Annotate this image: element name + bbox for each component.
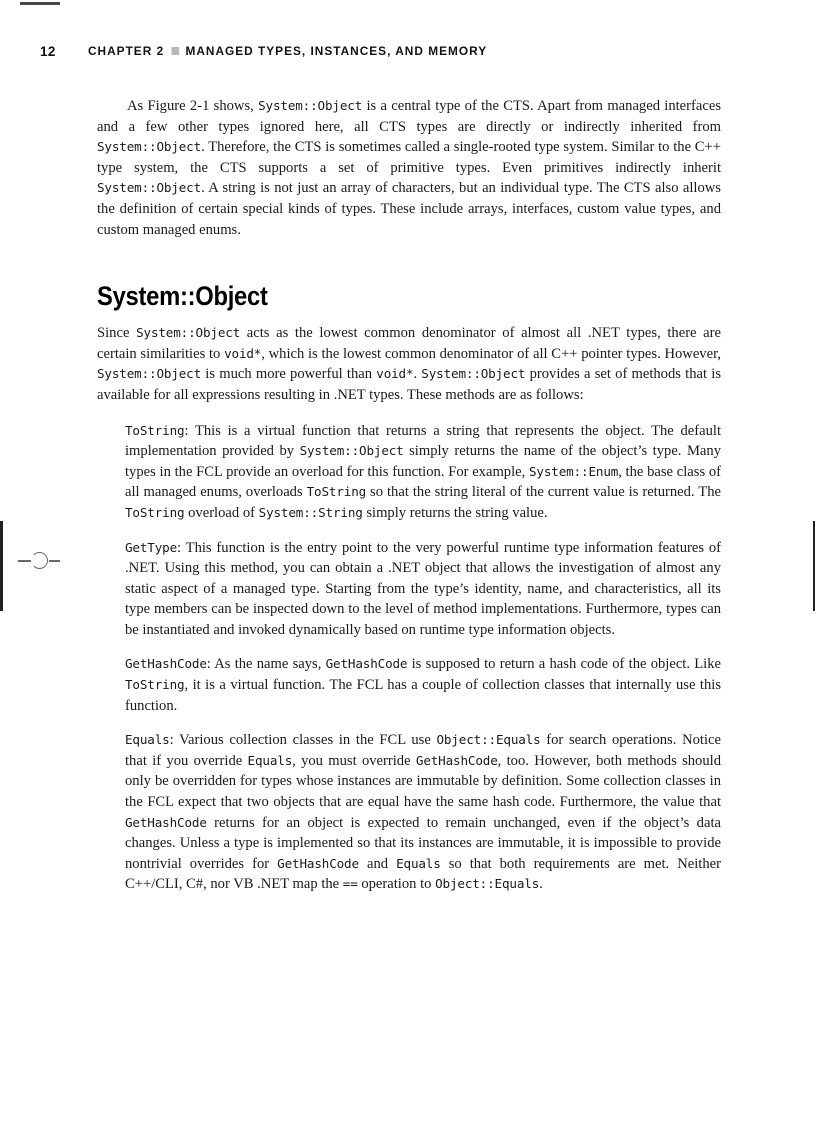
inline-code: System::Object bbox=[97, 180, 202, 196]
page-title: System::Object bbox=[97, 281, 268, 312]
bleed-bar-left bbox=[0, 521, 3, 611]
inline-code: Object::Equals bbox=[435, 876, 540, 892]
registration-mark-icon bbox=[18, 547, 60, 575]
bleed-bar-right bbox=[813, 521, 815, 611]
inline-code: GetType bbox=[125, 539, 178, 555]
section-intro-paragraph: Since System::Object acts as the lowest common denominator of almost all .NET types, there are certain similarities to void*, which is the lowest common denominator of all C++ pointer types. However, System::Object is much more powerful than void*. System::Object provides a set of methods that is available for all expressions resulting in .NET types. These methods are as follows: bbox=[97, 325, 721, 403]
running-head-text bbox=[88, 44, 487, 58]
inline-code: System::String bbox=[258, 504, 363, 520]
inline-code: System::Object bbox=[136, 325, 241, 341]
inline-code: System::Object bbox=[258, 98, 363, 113]
method-item-gettype: GetType: This function is the entry point to the very powerful runtime type information features of .NET. Using this method, you can obtain a .NET object that allows the investigation of almost any static aspect of a managed type. Starting from the type’s identity, name, and characteristics, all its type members can be inspected down to the level of method implementations. Furthermore, types can be instantiated and invoked dynamically based on runtime type information objects. bbox=[125, 539, 721, 638]
intro-paragraph: As Figure 2-1 shows, System::Object is a central type of the CTS. Apart from managed interfaces and a few other types ignored here, all CTS types are directly or indirectly inherited from System::Object. Therefore, the CTS is sometimes called a single-rooted type system. Similar to the C++ type system, the CTS supports a set of primitive types. Even primitives indirectly inherit System::Object. A string is not just an array of characters, but an individual type. The CTS also allows the definition of certain special kinds of types. These include arrays, interfaces, custom value types, and custom managed enums. bbox=[97, 98, 721, 238]
square-bullet-icon bbox=[171, 47, 179, 55]
chapter-title: MANAGED TYPES, INSTANCES, AND MEMORY bbox=[185, 44, 488, 58]
inline-code: GetHashCode bbox=[325, 656, 408, 672]
inline-code: GetHashCode bbox=[125, 814, 207, 830]
inline-code: GetHashCode bbox=[277, 855, 359, 871]
running-head bbox=[40, 41, 740, 61]
inline-code: System::Enum bbox=[529, 463, 619, 479]
inline-code: System::Object bbox=[299, 443, 404, 459]
registration-tick-left bbox=[18, 560, 31, 562]
inline-code: == bbox=[342, 876, 358, 892]
chapter-label: CHAPTER 2 bbox=[88, 44, 165, 58]
registration-tick-right bbox=[49, 560, 60, 562]
page-number: 12 bbox=[40, 43, 56, 59]
inline-code: ToString bbox=[125, 677, 185, 693]
inline-code: System::Object bbox=[421, 366, 526, 382]
inline-code: void* bbox=[224, 345, 262, 361]
inline-code: GetHashCode bbox=[125, 656, 207, 672]
method-item-tostring: ToString: This is a virtual function that returns a string that represents the object. The default implementation provided by System::Object simply returns the name of the object’s type. Many types in the FCL provide an overload for this function. For example, System::Enum, the base class of all managed enums, overloads ToString so that the string literal of the current value is returned. The ToString overload of System::String simply returns the string value. bbox=[125, 422, 721, 521]
method-item-gethashcode: GetHashCode: As the name says, GetHashCode is supposed to return a hash code of the object. Like ToString, it is a virtual function. The FCL has a couple of collection classes that internally use this function. bbox=[125, 656, 721, 714]
inline-code: Equals bbox=[396, 855, 441, 871]
inline-code: Equals bbox=[125, 732, 170, 748]
inline-code: ToString bbox=[125, 422, 185, 438]
method-item-equals: Equals: Various collection classes in the FCL use Object::Equals for search operations. Notice that if you override Equals, you must override GetHashCode, too. However, both methods should only be overridden for types whose instances are immutable by definition. Some collection classes in the FCL expect that two objects that are equal have the same hash code. Furthermore, the value that GetHashCode returns for an object is expected to remain unchanged, even if the object’s data changes. Unless a type is implemented so that its instances are immutable, it is impossible to provide nontrivial overrides for GetHashCode and Equals so that both requirements are met. Neither C++/CLI, C#, nor VB .NET map the == operation to Object::Equals. bbox=[125, 732, 721, 893]
crop-mark-icon bbox=[20, 2, 60, 5]
inline-code: Object::Equals bbox=[436, 732, 541, 748]
registration-ring bbox=[31, 552, 48, 569]
inline-code: ToString bbox=[306, 484, 367, 500]
inline-code: System::Object bbox=[97, 366, 202, 382]
inline-code: System::Object bbox=[97, 139, 202, 155]
inline-code: GetHashCode bbox=[415, 752, 498, 768]
text-frame bbox=[97, 96, 721, 895]
method-list bbox=[125, 421, 721, 895]
inline-code: void* bbox=[376, 366, 414, 382]
inline-code: ToString bbox=[125, 504, 185, 520]
inline-code: Equals bbox=[247, 752, 293, 768]
